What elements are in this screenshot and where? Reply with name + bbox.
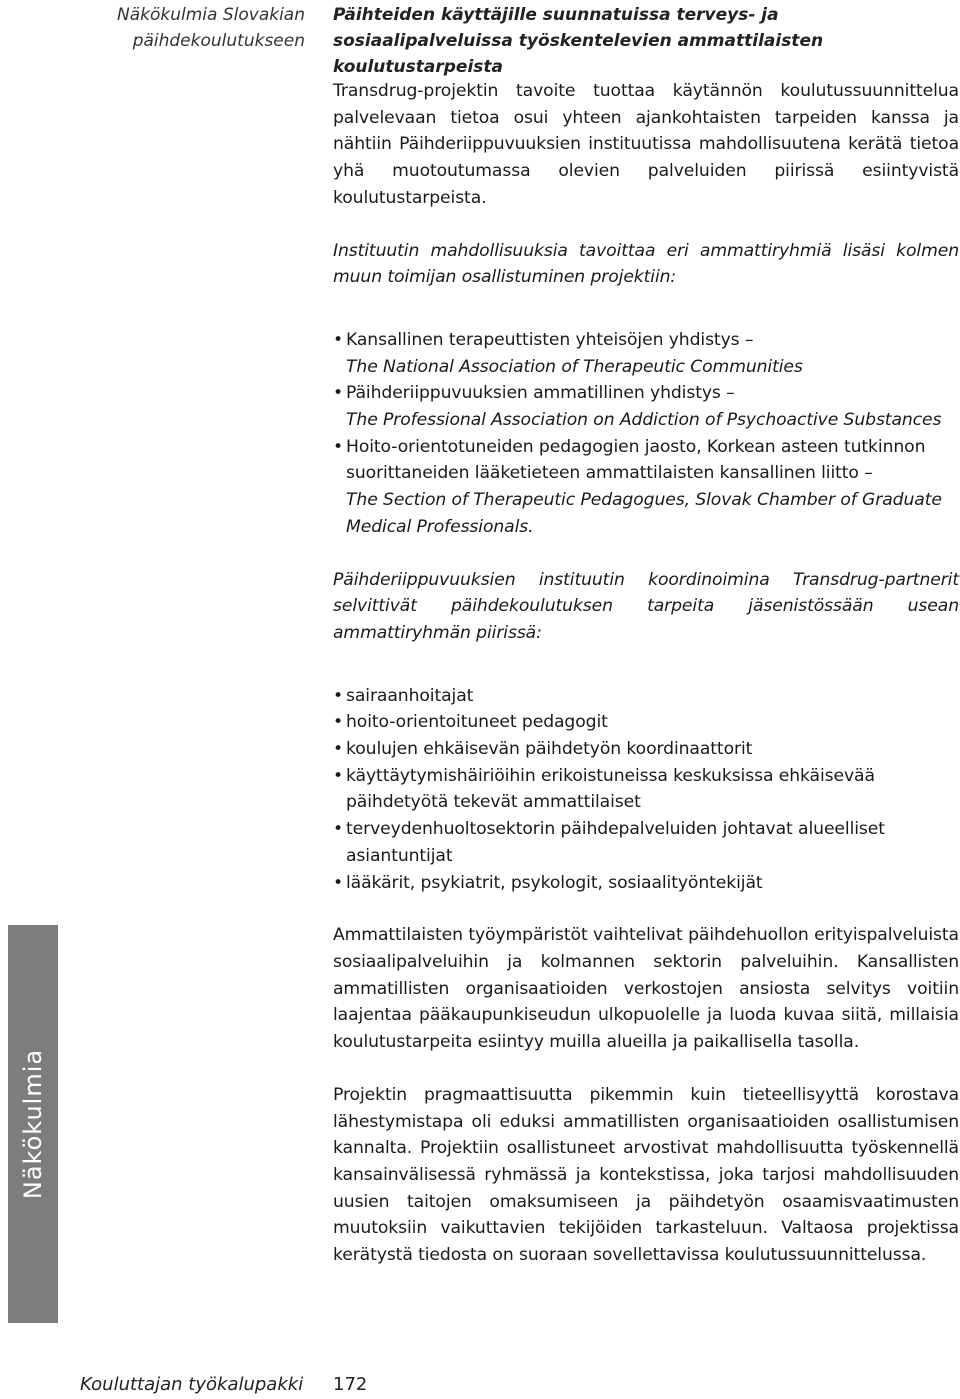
organization-name: Päihderiippuvuuksien ammatillinen yhdistys – [346, 383, 735, 404]
paragraph-partners-intro: Instituutin mahdollisuuksia tavoittaa eri ammattiryhmiä lisäsi kolmen muun toimijan osallistuminen projektiin: [333, 240, 959, 288]
paragraph-intro: Transdrug-projektin tavoite tuottaa käytännön koulutussuunnittelua palvelevaan tietoa osui yhteen ajankohtaisten tarpeiden kanssa ja nähtiin Päihderiippuvuuksien instituutissa mahdollisuutena kerätä tietoa yhä muotoutumassa olevien palveluiden piirissä esiintyvistä koulutustarpeista. [333, 81, 959, 208]
paragraph-project-approach: Projektin pragmaattisuutta pikemmin kuin tieteellisyyttä korostava lähestymistapa oli eduksi ammatillisten organisaatioiden osallistumisen kannalta. Projektiin osallistuneet arvostivat mahdollisuutta työskennellä kansainvälisessä ryhmässä ja kontekstissa, joka tarjosi mahdollisuuden uusien taitojen omaksumiseen ja päihdetyön osaamisvaatimusten muutoksiin vaikuttavien tekijöiden tarkasteluun. Valtaosa projektissa kerätystä tiedosta on suoraan sovellettavissa koulutussuunnittelussa. [333, 1084, 959, 1266]
list-item: • terveydenhuoltosektorin päihdepalveluiden johtavat alueelliset asiantuntijat [333, 816, 959, 869]
list-item [333, 380, 959, 433]
section-heading: Näkökulmia Slovakian päihdekoulutukseen [117, 5, 305, 51]
organization-name: Hoito-orientotuneiden pedagogien jaosto, Korkean asteen tutkinnon suorittaneiden lääketieteen ammattilaisten kansallinen liitto – [346, 436, 926, 484]
organization-english-name: The National Association of Therapeutic Communities [346, 356, 803, 377]
organization-list [333, 327, 959, 541]
organization-english-name: The Professional Association on Addiction of Psychoactive Substances [346, 410, 942, 431]
list-item: • hoito-orientoituneet pedagogit [333, 709, 959, 736]
list-item: • käyttäytymishäiriöihin erikoistuneissa keskuksissa ehkäisevää päihdetyötä tekevät ammattilaiset [333, 763, 959, 816]
page-number: 172 [333, 1374, 368, 1395]
article-body [333, 78, 959, 1269]
footer-title: Kouluttajan työkalupakki [80, 1374, 304, 1395]
organization-english-name: The Section of Therapeutic Pedagogues, Slovak Chamber of Graduate Medical Professionals. [346, 490, 942, 537]
list-item: • lääkärit, psykiatrit, psykologit, sosiaalityöntekijät [333, 870, 959, 897]
page-title: Päihteiden käyttäjille suunnatuissa terveys- ja sosiaalipalveluissa työskentelevien ammattilaisten koulutustarpeista [333, 5, 824, 77]
list-item: • koulujen ehkäisevän päihdetyön koordinaattorit [333, 736, 959, 763]
list-item [333, 327, 959, 380]
paragraph-work-environments: Ammattilaisten työympäristöt vaihtelivat päihdehuollon erityispalveluista sosiaalipalveluihin ja kolmannen sektorin palveluihin. Kansallisten ammatillisten organisaatioiden verkostojen ansiosta selvitys voitiin laajentaa pääkaupunkiseudun ulkopuolelle ja luoda kuvaa siitä, millaisia koulutustarpeita esiintyy muilla alueilla ja paikallisella tasolla. [333, 925, 959, 1053]
professional-groups-list [333, 683, 959, 897]
list-item: • sairaanhoitajat [333, 683, 959, 710]
list-item [333, 434, 959, 541]
side-tab-label: Näkökulmia [19, 1048, 47, 1200]
side-tab [8, 925, 58, 1323]
paragraph-groups-intro: Päihderiippuvuuksien instituutin koordinoimina Transdrug-partnerit selvittivät päihdekoulutuksen tarpeita jäsenistössään usean ammattiryhmän piirissä: [333, 569, 959, 643]
organization-name: Kansallinen terapeuttisten yhteisöjen yhdistys – [346, 329, 754, 350]
